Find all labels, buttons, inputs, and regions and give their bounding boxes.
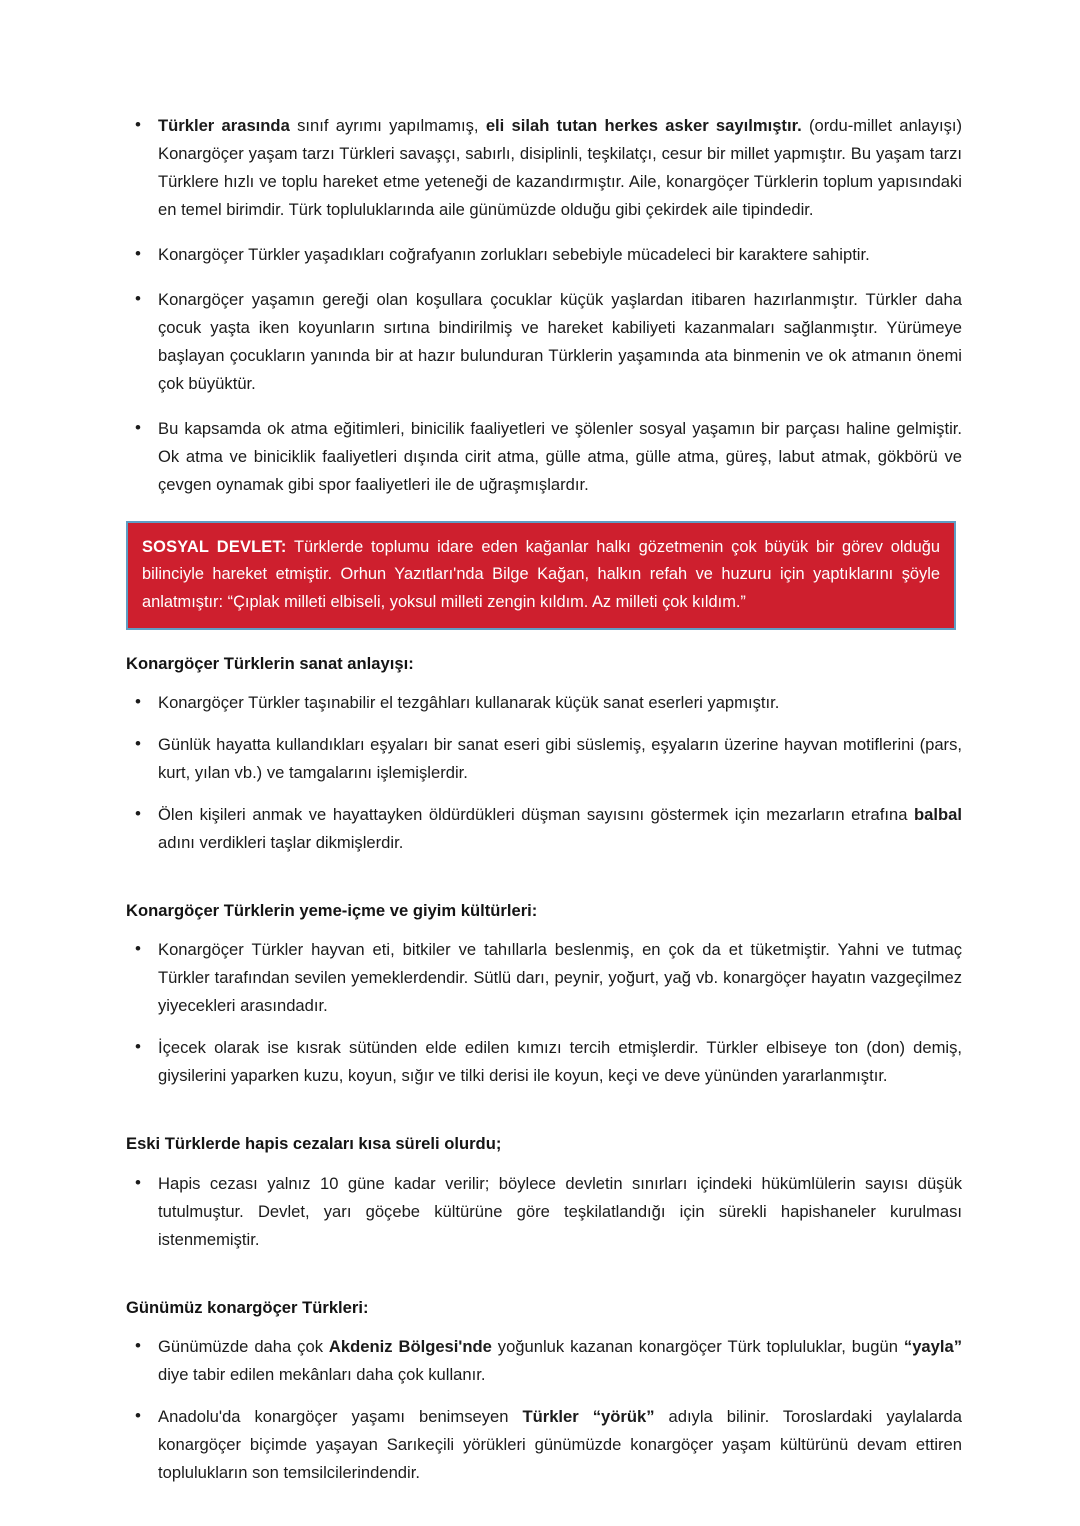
bullet-balbal <box>126 801 962 857</box>
bullet-beslenme <box>126 936 962 1020</box>
body-text: Anadolu'da konargöçer yaşamı benimseyen <box>158 1406 523 1426</box>
section-yeme-icme-heading: Konargöçer Türklerin yeme-içme ve giyim kültürleri: <box>126 900 538 920</box>
bullet-icecek-giyim <box>126 1034 962 1090</box>
bullet-cocuk-egitimi <box>126 286 962 398</box>
emphasis-text: Akdeniz Bölgesi'nde <box>328 1336 492 1356</box>
body-text: Günümüzde daha çok <box>158 1336 329 1356</box>
section-sanat-bullet-list <box>126 689 962 857</box>
bullet-yoruk <box>126 1403 962 1487</box>
section-hapis-heading: Eski Türklerde hapis cezaları kısa süreli olurdu; <box>126 1134 502 1154</box>
body-text: Hapis cezası yalnız 10 güne kadar verilir; böylece devletin sınırları içindeki hükümlülerin sayısı düşük tutulmuştur. Devlet, yarı göçebe kültürüne göre teşkilatlandığı için sürekli hapishaneler kurulması istenmemiştir. <box>158 1173 962 1249</box>
section-gunumuz <box>126 1296 962 1487</box>
emphasis-text: Türkler arasında <box>158 116 298 135</box>
body-text: Konargöçer yaşamın gereği olan koşullara çocuklar küçük yaşlardan itibaren hazırlanmıştır. Türkler daha çocuk yaşta iken koyunların sırtına bindirilmiş ve hareket kabiliyeti kazanmaları sağlanmıştır. Yürümeye başlayan çocukların yanında bir at hazır bulunduran Türklerin yaşamında ata binmenin ve ok atmanın önemi çok büyüktür. <box>158 290 962 394</box>
body-text: (ordu-millet anlayışı) Konargöçer yaşam tarzı Türkleri savaşçı, sabırlı, disiplinli, teşkilatçı, cesur bir millet yapmıştır. Bu yaşam tarzı Türklere hızlı ve toplu hareket etme yeteneği de kazandırmıştır. Aile, konargöçer Türklerin toplum yapısındaki en temel birimdir. Türk topluluklarında aile günümüzde olduğu gibi çekirdek aile tipindedir. <box>158 116 962 220</box>
bullet-mucadeleci-karakter <box>126 241 962 269</box>
bullet-hapis-cezasi <box>126 1170 962 1254</box>
body-text: Konargöçer Türkler yaşadıkları coğrafyanın zorlukları sebebiyle mücadeleci bir karaktere sahiptir. <box>158 245 870 265</box>
bullet-el-tezgahlari <box>126 689 962 717</box>
body-text: diye tabir edilen mekânları daha çok kullanır. <box>158 1364 486 1384</box>
bullet-hayvan-motifleri <box>126 731 962 787</box>
section-sanat <box>126 652 962 857</box>
sections-container <box>126 652 962 1487</box>
intro-bullet-list <box>126 112 962 499</box>
body-text: yoğunluk kazanan konargöçer Türk topluluklar, bugün <box>491 1336 904 1356</box>
bullet-akdeniz-yayla <box>126 1333 962 1389</box>
section-hapis-bullet-list <box>126 1170 962 1254</box>
body-text: Konargöçer Türkler taşınabilir el tezgâhları kullanarak küçük sanat eserleri yapmıştır. <box>158 692 780 712</box>
sosyal-devlet-callout <box>126 521 956 629</box>
emphasis-text: “yayla” <box>903 1336 963 1356</box>
section-gunumuz-heading: Günümüz konargöçer Türkleri: <box>126 1297 369 1317</box>
emphasis-text: eli silah tutan herkes asker sayılmıştır. <box>485 116 802 135</box>
section-yeme-icme-bullet-list <box>126 936 962 1090</box>
document-body <box>126 112 962 1487</box>
body-text: Ölen kişileri anmak ve hayattayken öldürdükleri düşman sayısını göstermek için mezarların etrafına <box>158 804 915 824</box>
emphasis-text: balbal <box>914 804 962 824</box>
body-text: sınıf ayrımı yapılmamış, <box>297 116 486 135</box>
section-hapis <box>126 1132 962 1253</box>
section-gunumuz-bullet-list <box>126 1333 962 1487</box>
section-sanat-heading: Konargöçer Türklerin sanat anlayışı: <box>126 653 414 673</box>
intro-block <box>126 112 962 499</box>
section-yeme-icme <box>126 899 962 1090</box>
callout-body: Türklerde toplumu idare eden kağanlar halkı gözetmenin çok büyük bir görev olduğu bilinciyle hareket etmiştir. Orhun Yazıtları'nda Bilge Kağan, halkın refah ve huzuru için yaptıklarını şöyle anlatmıştır: “Çıplak milleti elbiseli, yoksul milleti zengin kıldım. Az milleti çok kıldım.” <box>142 538 940 611</box>
bullet-turkler-arasinda <box>126 112 962 224</box>
bullet-spor-faaliyetleri <box>126 415 962 499</box>
body-text: Bu kapsamda ok atma eğitimleri, binicilik faaliyetleri ve şölenler sosyal yaşamın bir parçası haline gelmiştir. Ok atma ve biniciklik faaliyetleri dışında cirit atma, gülle atma, gülle atma, güreş, labut atmak, gökbörü ve çevgen oynamak gibi spor faaliyetleri ile de uğraşmışlardır. <box>158 419 962 495</box>
callout-label: SOSYAL DEVLET: <box>142 538 287 557</box>
emphasis-text: Türkler “yörük” <box>522 1406 655 1426</box>
body-text: adıyla bilinir. Toroslardaki yaylalarda konargöçer biçimde yaşayan Sarıkeçili yörükleri günümüzde konargöçer yaşam kültürünü devam ettiren toplulukların son temsilcilerindendir. <box>158 1406 962 1482</box>
body-text: adını verdikleri taşlar dikmişlerdir. <box>158 832 404 852</box>
body-text: Günlük hayatta kullandıkları eşyaları bir sanat eseri gibi süslemiş, eşyaların üzerine hayvan motiflerini (pars, kurt, yılan vb.) ve tamgalarını işlemişlerdir. <box>158 734 962 782</box>
body-text: Konargöçer Türkler hayvan eti, bitkiler ve tahıllarla beslenmiş, en çok da et tüketmiştir. Yahni ve tutmaç Türkler tarafından sevilen yemeklerdendir. Sütlü darı, peynir, yoğurt, yağ vb. konargöçer hayatın vazgeçilmez yiyecekleri arasındadır. <box>158 940 962 1016</box>
body-text: İçecek olarak ise kısrak sütünden elde edilen kımızı tercih etmişlerdir. Türkler elbiseye ton (don) demiş, giysilerini yaparken kuzu, koyun, sığır ve tilki derisi ile koyun, keçi ve deve yününden yararlanmıştır. <box>158 1038 962 1086</box>
